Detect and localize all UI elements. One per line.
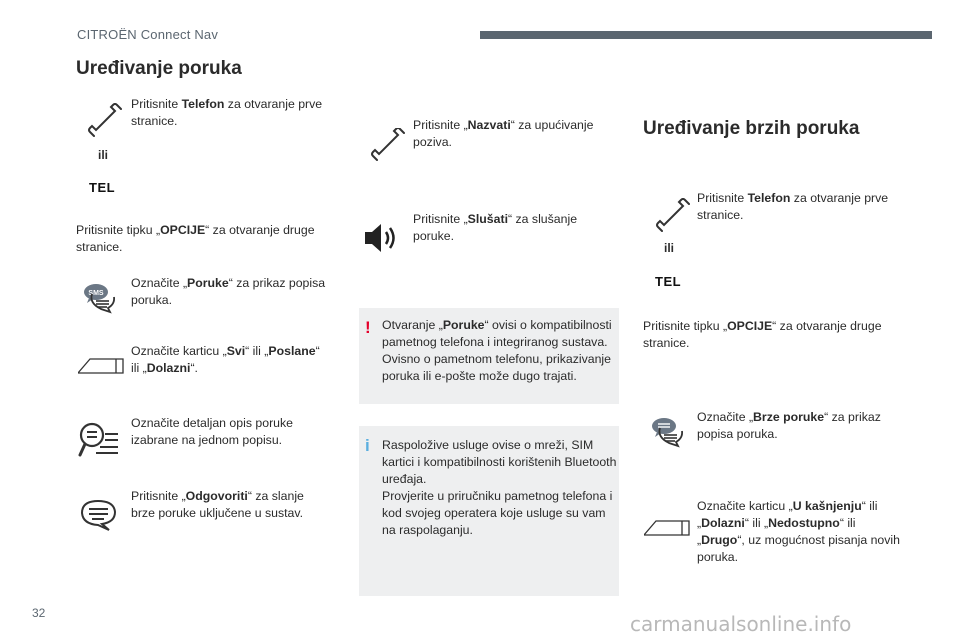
- or-label: ili: [663, 241, 674, 255]
- speaker-icon: [363, 222, 401, 254]
- section-heading-quick-messages: Uređivanje brzih poruka: [643, 118, 860, 139]
- quick-messages-icon: [647, 416, 689, 450]
- step-detalj-text: Označite detaljan opis poruke izabrane na jednom popisu.: [131, 416, 294, 447]
- sms-messages-icon: [79, 282, 121, 316]
- step-telefon-text: Pritisnite Telefon za otvaranje prve stranice.: [131, 97, 323, 128]
- message-detail-icon: [78, 420, 120, 460]
- section-heading-messages: Uređivanje poruka: [76, 58, 242, 79]
- info-note-text: Raspoložive usluge ovise o mreži, SIM kartici i kompatibilnosti korištenih Bluetooth uređaja. Provjerite u priručniku pametnog telefona i kod svojeg operatera koje usluge su vam na raspolaganju.: [382, 438, 617, 537]
- quick-step-kartica-text: Označite karticu „U kašnjenju“ ili „Dolazni“ ili „Nedostupno“ ili „Drugo“, uz mogućnost pisanja novih poruka.: [697, 499, 900, 564]
- step-kartica-text: Označite karticu „Svi“ ili „Poslane“ ili „Dolazni“.: [131, 344, 320, 375]
- quick-step-telefon-text: Pritisnite Telefon za otvaranje prve stranice.: [697, 191, 889, 222]
- or-label: ili: [97, 148, 108, 162]
- phone-handset-icon: [84, 103, 122, 139]
- quick-step-brze-text: Označite „Brze poruke“ za prikaz popisa poruka.: [697, 410, 881, 441]
- step-opcije-text: Pritisnite tipku „OPCIJE“ za otvaranje druge stranice.: [76, 223, 315, 254]
- phone-handset-icon: [652, 198, 690, 234]
- tab-selector-icon: [644, 520, 690, 536]
- quick-step-opcije-text: Pritisnite tipku „OPCIJE“ za otvaranje druge stranice.: [643, 319, 882, 350]
- header-bar: [480, 31, 932, 39]
- warning-note: [359, 308, 619, 404]
- step-poruke-text: Označite „Poruke“ za prikaz popisa poruka.: [131, 276, 326, 307]
- tel-button-label: TEL: [89, 180, 116, 195]
- page-number: 32: [32, 606, 46, 620]
- reply-message-icon: [78, 498, 120, 532]
- tel-button-label: TEL: [655, 274, 682, 289]
- warning-icon: !: [365, 318, 371, 337]
- document-header-title: CITROËN Connect Nav: [77, 27, 219, 42]
- call-phone-icon: [367, 128, 405, 162]
- info-icon: i: [365, 436, 370, 455]
- sms-badge-text: SMS: [88, 290, 104, 297]
- warning-note-text: Otvaranje „Poruke“ ovisi o kompatibilnosti pametnog telefona i integriranog sustava. Ovisno o pametnom telefonu, prikazivanje poruka ili e-pošte može dugo trajati.: [382, 318, 612, 383]
- step-nazvati-text: Pritisnite „Nazvati“ za upućivanje poziva.: [413, 118, 594, 149]
- info-note: [359, 426, 619, 596]
- watermark: carmanualsonline.info: [630, 612, 852, 636]
- step-odgovoriti-text: Pritisnite „Odgovoriti“ za slanje brze poruke uključene u sustav.: [131, 489, 304, 520]
- tab-selector-icon: [78, 358, 124, 374]
- step-slusati-text: Pritisnite „Slušati“ za slušanje poruke.: [413, 212, 578, 243]
